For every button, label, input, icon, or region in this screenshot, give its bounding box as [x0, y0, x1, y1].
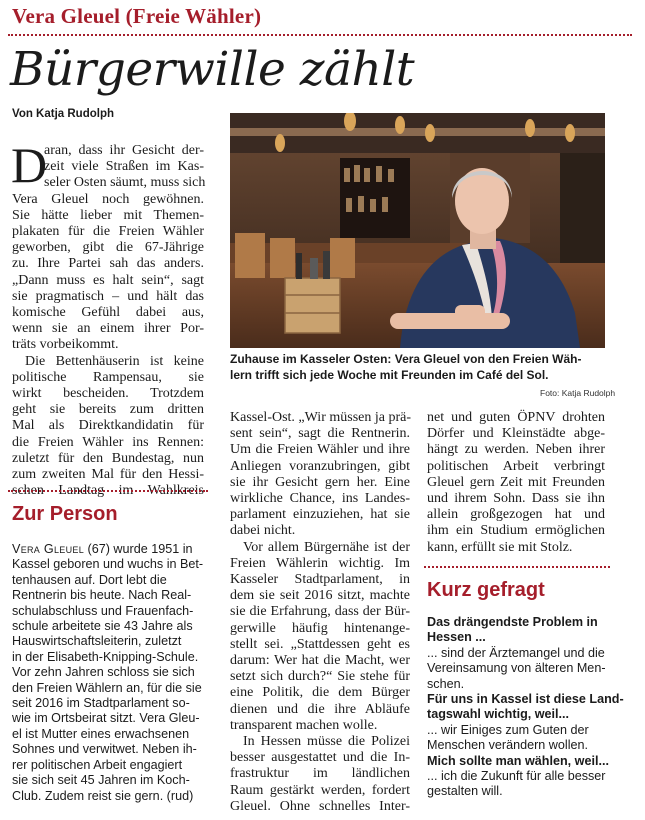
question-1: Das drängendste Problem in Hessen ... [427, 615, 598, 645]
answer-1: ... sind der Ärztemangel und die Vereinsamung von älteren Men- schen. [427, 645, 606, 691]
photo-credit: Foto: Katja Rudolph [540, 388, 616, 398]
kicker: Vera Gleuel (Freie Wähler) [12, 4, 262, 28]
person-name: Vera Gleuel [12, 542, 85, 556]
article-photo [230, 113, 605, 348]
article-col1: Vera Gleuel noch gewöhnen. Sie hätte lieber mit Themen- plakaten für die Freien Wähler geworben, gibt die 67-Jährige zu. Ihre Partei sah das anders. „Dann muss es halt sein“, sagt sie pragmatisch – und hält das komische Gefühl dabei aus, wenn sie an einem ihrer Por- träts vorbeikommt. Die Bettenhäuserin ist keine politische Rampensau, sie wirkt bescheiden. Trotzdem geht sie bereits zum dritten Mal als Direktkandidatin für die Freien Wähler ins Rennen: zuletzt für den Bundestag, nun zum zweiten Mal für den Hessi- schen Landtag im Wahlkreis [12, 191, 204, 499]
article-col1-dropcap-lines: aran, dass ihr Gesicht der- zeit viele Straßen im Kas- seler Osten säumt, muss sich [44, 143, 206, 191]
person-rule [8, 490, 208, 492]
byline: Von Katja Rudolph [12, 108, 115, 120]
drop-cap: D [11, 137, 48, 193]
kurz-rule [424, 566, 610, 568]
article-col2: Kassel-Ost. „Wir müssen ja prä- sent sein“, sagt die Rentnerin. Um die Freien Wähler und ihre Anliegen voranzubringen, gibt sie ihr Gesicht gern her. Eine wirkliche Chance, ins Landes- parlament einzuziehen, hat sie dabei nicht. Vor allem Bürgernähe ist der Freien Wählerin wichtig. Im Kasseler Stadtparlament, in dem sie seit 2016 sitzt, machte sie die Erfahrung, dass der Bür- gerwille häufig hintenange- stellt sei. „Stattdessen geht es darum: Wer hat die Macht, wer setzt sich durch?“ Sie stehe für eine Politik, die dem Bürger dienen und die ihre Abläufe transparent machen wolle. In Hessen müsse die Polizei besser ausgestattet und die In- frastruktur im ländlichen Raum gestärkt werden, fordert Gleuel. Ohne schnelles Inter- [230, 410, 411, 814]
kurz-heading: Kurz gefragt [427, 579, 545, 601]
photo-caption: Zuhause im Kasseler Osten: Vera Gleuel von den Freien Wäh- lern trifft sich jede Woche mit Freunden im Café del Sol. [230, 352, 582, 382]
person-heading: Zur Person [12, 503, 118, 525]
question-2: Für uns in Kassel ist diese Land- tagswahl wichtig, weil... [427, 692, 624, 722]
person-text: Vera Gleuel (67) wurde 1951 in Kassel geboren und wuchs in Bet- tenhausen auf. Dort lebt die Rentnerin bis heute. Nach Real- schulabschluss und Frauenfach- schule arbeitete sie 43 Jahre als Hauswirtschaftsleiterin, zuletzt in der Elisabeth-Knipping-Schule. Vor zehn Jahren schloss sie sich den Freien Wählern an, für die sie seit 2016 im Stadtparlament so- wie im Ortsbeirat sitzt. Vera Gleu- el ist Mutter eines erwachsenen Sohnes und verwitwet. Neben ih- rer politischen Arbeit engagiert sie sich seit 45 Jahren im Koch- Club. Zudem reist sie gern. (rud) [12, 542, 204, 803]
kurz-qa [427, 615, 624, 800]
answer-2: ... wir Einiges zum Guten der Menschen verändern wollen. [427, 722, 589, 753]
question-3: Mich sollte man wählen, weil... [427, 753, 609, 768]
header-rule [8, 34, 632, 36]
headline: Bürgerwille zählt [10, 42, 415, 97]
article-col3: net und guten ÖPNV drohten Dörfer und Kleinstädte abge- hängt zu werden. Neben ihrer politischen Arbeit verbringt Gleuel gern Zeit mit Freunden und ihrem Sohn. Dass sie ihn allein großgezogen hat und ihm ein Studium ermöglichen kann, erfüllt sie mit Stolz. [427, 410, 605, 555]
answer-3: ... ich die Zukunft für alle besser gestalten will. [427, 769, 606, 799]
